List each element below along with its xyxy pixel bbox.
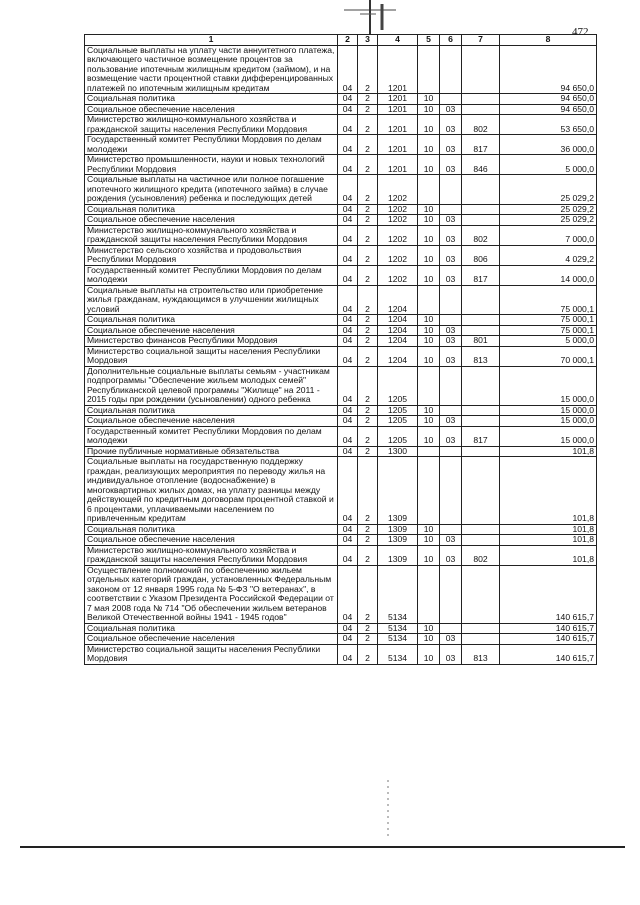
row-division: 10 <box>418 135 440 155</box>
row-division <box>418 45 440 94</box>
row-section: 04 <box>338 175 358 205</box>
row-description: Социальные выплаты на строительство или приобретение жилья гражданам, нуждающимся в улучшении жилищных условий <box>85 285 338 315</box>
row-group: 2 <box>358 623 378 634</box>
row-group: 2 <box>358 644 378 664</box>
row-code: 1201 <box>378 155 418 175</box>
table-row <box>85 225 597 245</box>
header-cell: 5 <box>418 35 440 46</box>
row-description: Социальное обеспечение населения <box>85 325 338 336</box>
table-row <box>85 94 597 105</box>
row-ministry-code <box>462 524 500 535</box>
row-division: 10 <box>418 405 440 416</box>
row-subdivision: 03 <box>440 634 462 645</box>
row-division: 10 <box>418 225 440 245</box>
row-code: 1205 <box>378 366 418 405</box>
row-section: 04 <box>338 225 358 245</box>
row-subdivision: 03 <box>440 225 462 245</box>
row-subdivision <box>440 446 462 457</box>
row-section: 04 <box>338 545 358 565</box>
row-amount: 94 650,0 <box>500 45 597 94</box>
row-description: Министерство промышленности, науки и новых технологий Республики Мордовия <box>85 155 338 175</box>
header-cell: 2 <box>338 35 358 46</box>
row-group: 2 <box>358 565 378 623</box>
table-row <box>85 634 597 645</box>
row-description: Социальные выплаты на государственную поддержку граждан, реализующих мероприятия по переводу жилья на индивидуальное отопление (водоснабжение) в многоквартирных жилых домах, на уплату разницы между действующей по кредитным договорам процентной ставкой и 6 процентами, уплачиваемыми населением по привлеченным кредитам <box>85 457 338 525</box>
row-division <box>418 457 440 525</box>
row-subdivision: 03 <box>440 155 462 175</box>
row-division: 10 <box>418 426 440 446</box>
row-description: Социальное обеспечение населения <box>85 535 338 546</box>
header-cell: 7 <box>462 35 500 46</box>
row-section: 04 <box>338 535 358 546</box>
row-subdivision: 03 <box>440 426 462 446</box>
row-amount: 140 615,7 <box>500 565 597 623</box>
row-ministry-code <box>462 175 500 205</box>
row-ministry-code <box>462 416 500 427</box>
row-section: 04 <box>338 215 358 226</box>
row-section: 04 <box>338 115 358 135</box>
row-description: Министерство сельского хозяйства и продовольствия Республики Мордовия <box>85 245 338 265</box>
row-section: 04 <box>338 623 358 634</box>
table-row <box>85 115 597 135</box>
row-division: 10 <box>418 336 440 347</box>
row-section: 04 <box>338 426 358 446</box>
table-row <box>85 45 597 94</box>
row-group: 2 <box>358 135 378 155</box>
row-division: 10 <box>418 524 440 535</box>
row-amount: 14 000,0 <box>500 265 597 285</box>
row-group: 2 <box>358 315 378 326</box>
row-subdivision: 03 <box>440 265 462 285</box>
row-description: Министерство финансов Республики Мордовия <box>85 336 338 347</box>
row-amount: 15 000,0 <box>500 426 597 446</box>
row-division <box>418 446 440 457</box>
row-amount: 75 000,1 <box>500 315 597 326</box>
row-ministry-code <box>462 325 500 336</box>
table-row <box>85 524 597 535</box>
row-description: Социальная политика <box>85 94 338 105</box>
row-group: 2 <box>358 535 378 546</box>
header-cell: 3 <box>358 35 378 46</box>
row-description: Социальное обеспечение населения <box>85 416 338 427</box>
table-row <box>85 245 597 265</box>
row-section: 04 <box>338 346 358 366</box>
row-subdivision <box>440 315 462 326</box>
row-section: 04 <box>338 104 358 115</box>
row-code: 1204 <box>378 315 418 326</box>
row-subdivision <box>440 366 462 405</box>
row-description: Министерство социальной защиты населения Республики Мордовия <box>85 346 338 366</box>
row-group: 2 <box>358 405 378 416</box>
row-section: 04 <box>338 336 358 347</box>
row-section: 04 <box>338 285 358 315</box>
row-group: 2 <box>358 457 378 525</box>
row-subdivision <box>440 285 462 315</box>
table-row <box>85 457 597 525</box>
table-body <box>85 45 597 664</box>
row-description: Социальная политика <box>85 524 338 535</box>
row-code: 1309 <box>378 457 418 525</box>
row-amount: 53 650,0 <box>500 115 597 135</box>
row-division: 10 <box>418 215 440 226</box>
row-group: 2 <box>358 265 378 285</box>
row-subdivision <box>440 524 462 535</box>
row-section: 04 <box>338 366 358 405</box>
row-description: Социальная политика <box>85 405 338 416</box>
scan-artifact-mark <box>340 0 400 36</box>
row-amount: 101,8 <box>500 457 597 525</box>
table-row <box>85 155 597 175</box>
row-code: 1201 <box>378 104 418 115</box>
table-row <box>85 346 597 366</box>
row-amount: 101,8 <box>500 524 597 535</box>
row-subdivision <box>440 175 462 205</box>
row-subdivision <box>440 204 462 215</box>
row-ministry-code <box>462 535 500 546</box>
row-group: 2 <box>358 416 378 427</box>
table-row <box>85 535 597 546</box>
row-section: 04 <box>338 644 358 664</box>
row-ministry-code <box>462 366 500 405</box>
row-amount: 101,8 <box>500 446 597 457</box>
row-division: 10 <box>418 315 440 326</box>
row-code: 1205 <box>378 426 418 446</box>
row-subdivision: 03 <box>440 644 462 664</box>
row-code: 1309 <box>378 535 418 546</box>
row-ministry-code: 813 <box>462 644 500 664</box>
row-ministry-code <box>462 634 500 645</box>
header-cell: 6 <box>440 35 462 46</box>
table-row <box>85 315 597 326</box>
row-subdivision <box>440 623 462 634</box>
row-code: 1201 <box>378 115 418 135</box>
row-division: 10 <box>418 644 440 664</box>
header-cell: 1 <box>85 35 338 46</box>
table-row <box>85 336 597 347</box>
row-group: 2 <box>358 215 378 226</box>
table-row <box>85 623 597 634</box>
row-code: 1204 <box>378 346 418 366</box>
row-description: Социальная политика <box>85 623 338 634</box>
row-subdivision <box>440 565 462 623</box>
row-group: 2 <box>358 204 378 215</box>
row-amount: 36 000,0 <box>500 135 597 155</box>
row-section: 04 <box>338 405 358 416</box>
row-code: 1309 <box>378 545 418 565</box>
row-description: Социальные выплаты на уплату части аннуитетного платежа, включающего частичное возмещение процентов за пользование ипотечным жилищным кредитом (займом), и на возмещение части процентной ставки дифференцированных платежей по ипотечным жилищным кредитам <box>85 45 338 94</box>
row-group: 2 <box>358 366 378 405</box>
row-ministry-code <box>462 446 500 457</box>
row-description: Социальное обеспечение населения <box>85 104 338 115</box>
row-description: Социальное обеспечение населения <box>85 634 338 645</box>
row-section: 04 <box>338 155 358 175</box>
row-code: 5134 <box>378 565 418 623</box>
row-group: 2 <box>358 634 378 645</box>
row-division <box>418 366 440 405</box>
row-code: 1202 <box>378 265 418 285</box>
row-division: 10 <box>418 265 440 285</box>
row-subdivision: 03 <box>440 115 462 135</box>
row-ministry-code <box>462 94 500 105</box>
row-ministry-code: 846 <box>462 155 500 175</box>
table-row <box>85 446 597 457</box>
row-code: 1202 <box>378 215 418 226</box>
row-code: 1201 <box>378 135 418 155</box>
scan-artifact-dots <box>382 780 394 840</box>
table-row <box>85 325 597 336</box>
row-amount: 4 029,2 <box>500 245 597 265</box>
row-ministry-code <box>462 565 500 623</box>
row-code: 1300 <box>378 446 418 457</box>
row-amount: 75 000,1 <box>500 285 597 315</box>
row-amount: 25 029,2 <box>500 215 597 226</box>
row-section: 04 <box>338 565 358 623</box>
row-subdivision: 03 <box>440 346 462 366</box>
row-division: 10 <box>418 325 440 336</box>
row-subdivision: 03 <box>440 104 462 115</box>
table-row <box>85 175 597 205</box>
row-amount: 15 000,0 <box>500 366 597 405</box>
row-division <box>418 565 440 623</box>
row-group: 2 <box>358 336 378 347</box>
row-subdivision <box>440 405 462 416</box>
row-group: 2 <box>358 175 378 205</box>
row-subdivision: 03 <box>440 545 462 565</box>
row-section: 04 <box>338 265 358 285</box>
row-division: 10 <box>418 545 440 565</box>
row-subdivision <box>440 94 462 105</box>
row-description: Социальные выплаты на частичное или полное погашение ипотечного жилищного кредита (ипотечного займа) в случае рождения (усыновления) ребенка и последующих детей <box>85 175 338 205</box>
row-group: 2 <box>358 45 378 94</box>
row-section: 04 <box>338 245 358 265</box>
row-subdivision <box>440 457 462 525</box>
table-row <box>85 135 597 155</box>
row-ministry-code <box>462 285 500 315</box>
table-row <box>85 265 597 285</box>
row-division: 10 <box>418 623 440 634</box>
row-description: Государственный комитет Республики Мордовия по делам молодежи <box>85 265 338 285</box>
row-section: 04 <box>338 45 358 94</box>
row-ministry-code <box>462 45 500 94</box>
row-description: Социальная политика <box>85 204 338 215</box>
row-ministry-code: 806 <box>462 245 500 265</box>
row-section: 04 <box>338 446 358 457</box>
row-group: 2 <box>358 426 378 446</box>
row-group: 2 <box>358 545 378 565</box>
row-amount: 5 000,0 <box>500 155 597 175</box>
row-ministry-code <box>462 457 500 525</box>
row-group: 2 <box>358 325 378 336</box>
row-ministry-code: 817 <box>462 135 500 155</box>
row-code: 1202 <box>378 175 418 205</box>
table-row <box>85 565 597 623</box>
row-division: 10 <box>418 634 440 645</box>
row-code: 1205 <box>378 416 418 427</box>
row-code: 5134 <box>378 623 418 634</box>
row-subdivision: 03 <box>440 535 462 546</box>
row-description: Социальная политика <box>85 315 338 326</box>
row-code: 1204 <box>378 285 418 315</box>
row-description: Осуществление полномочий по обеспечению жильем отдельных категорий граждан, установленных Федеральным законом от 12 января 1995 года № 5-ФЗ "О ветеранах", в соответствии с Указом Президента Российской Федерации от 7 мая 2008 года № 714 "Об обеспечении жильем ветеранов Великой Отечественной войны 1941 - 1945 годов" <box>85 565 338 623</box>
row-ministry-code <box>462 215 500 226</box>
row-code: 1202 <box>378 245 418 265</box>
table-row <box>85 644 597 664</box>
row-section: 04 <box>338 325 358 336</box>
row-section: 04 <box>338 524 358 535</box>
row-ministry-code: 817 <box>462 426 500 446</box>
table-row <box>85 545 597 565</box>
table-row <box>85 104 597 115</box>
row-amount: 25 029,2 <box>500 175 597 205</box>
row-amount: 101,8 <box>500 535 597 546</box>
row-code: 1309 <box>378 524 418 535</box>
row-division: 10 <box>418 204 440 215</box>
row-description: Государственный комитет Республики Мордовия по делам молодежи <box>85 135 338 155</box>
row-division: 10 <box>418 416 440 427</box>
row-subdivision: 03 <box>440 336 462 347</box>
row-code: 1202 <box>378 225 418 245</box>
row-amount: 5 000,0 <box>500 336 597 347</box>
header-cell: 8 <box>500 35 597 46</box>
table-row <box>85 416 597 427</box>
row-ministry-code <box>462 204 500 215</box>
row-description: Министерство жилищно-коммунального хозяйства и гражданской защиты населения Республики Мордовия <box>85 545 338 565</box>
row-code: 5134 <box>378 644 418 664</box>
row-section: 04 <box>338 204 358 215</box>
row-division: 10 <box>418 155 440 175</box>
table-row <box>85 426 597 446</box>
page-number: 472 <box>572 26 589 38</box>
row-description: Государственный комитет Республики Мордовия по делам молодежи <box>85 426 338 446</box>
row-group: 2 <box>358 245 378 265</box>
row-ministry-code <box>462 315 500 326</box>
row-amount: 7 000,0 <box>500 225 597 245</box>
row-section: 04 <box>338 94 358 105</box>
table-row <box>85 405 597 416</box>
row-division: 10 <box>418 94 440 105</box>
row-ministry-code <box>462 623 500 634</box>
row-division: 10 <box>418 104 440 115</box>
row-amount: 15 000,0 <box>500 405 597 416</box>
row-amount: 70 000,1 <box>500 346 597 366</box>
row-division: 10 <box>418 535 440 546</box>
row-ministry-code: 802 <box>462 545 500 565</box>
row-description: Прочие публичные нормативные обязательства <box>85 446 338 457</box>
row-subdivision: 03 <box>440 416 462 427</box>
row-subdivision: 03 <box>440 135 462 155</box>
row-description: Дополнительные социальные выплаты семьям - участникам подпрограммы "Обеспечение жильем молодых семей" Республиканской целевой программы "Жилище" на 2011 - 2015 годы при рождении (усыновлении) одного ребенка <box>85 366 338 405</box>
row-amount: 101,8 <box>500 545 597 565</box>
row-code: 1201 <box>378 45 418 94</box>
row-subdivision: 03 <box>440 325 462 336</box>
row-amount: 140 615,7 <box>500 623 597 634</box>
row-amount: 94 650,0 <box>500 104 597 115</box>
row-division: 10 <box>418 346 440 366</box>
row-section: 04 <box>338 457 358 525</box>
table-row <box>85 366 597 405</box>
row-ministry-code: 813 <box>462 346 500 366</box>
row-amount: 25 029,2 <box>500 204 597 215</box>
row-group: 2 <box>358 94 378 105</box>
row-section: 04 <box>338 634 358 645</box>
row-group: 2 <box>358 285 378 315</box>
row-amount: 15 000,0 <box>500 416 597 427</box>
row-section: 04 <box>338 416 358 427</box>
table-row <box>85 285 597 315</box>
row-ministry-code: 802 <box>462 115 500 135</box>
row-subdivision <box>440 45 462 94</box>
row-group: 2 <box>358 225 378 245</box>
row-subdivision: 03 <box>440 215 462 226</box>
row-ministry-code: 817 <box>462 265 500 285</box>
budget-table <box>84 34 597 665</box>
row-ministry-code: 802 <box>462 225 500 245</box>
row-division <box>418 175 440 205</box>
row-ministry-code <box>462 405 500 416</box>
row-amount: 140 615,7 <box>500 644 597 664</box>
row-code: 1202 <box>378 204 418 215</box>
row-group: 2 <box>358 104 378 115</box>
row-amount: 140 615,7 <box>500 634 597 645</box>
table-header-row <box>85 35 597 46</box>
row-description: Министерство жилищно-коммунального хозяйства и гражданской защиты населения Республики Мордовия <box>85 115 338 135</box>
table-row <box>85 204 597 215</box>
table-row <box>85 215 597 226</box>
row-division: 10 <box>418 245 440 265</box>
row-code: 1204 <box>378 336 418 347</box>
header-cell: 4 <box>378 35 418 46</box>
row-group: 2 <box>358 155 378 175</box>
row-description: Министерство социальной защиты населения Республики Мордовия <box>85 644 338 664</box>
row-code: 1201 <box>378 94 418 105</box>
row-description: Социальное обеспечение населения <box>85 215 338 226</box>
row-code: 1204 <box>378 325 418 336</box>
page-bottom-rule <box>20 846 625 848</box>
row-ministry-code <box>462 104 500 115</box>
row-group: 2 <box>358 115 378 135</box>
row-section: 04 <box>338 315 358 326</box>
row-division: 10 <box>418 115 440 135</box>
row-code: 5134 <box>378 634 418 645</box>
row-subdivision: 03 <box>440 245 462 265</box>
row-group: 2 <box>358 524 378 535</box>
row-description: Министерство жилищно-коммунального хозяйства и гражданской защиты населения Республики Мордовия <box>85 225 338 245</box>
row-code: 1205 <box>378 405 418 416</box>
row-group: 2 <box>358 346 378 366</box>
row-amount: 94 650,0 <box>500 94 597 105</box>
row-group: 2 <box>358 446 378 457</box>
row-section: 04 <box>338 135 358 155</box>
row-amount: 75 000,1 <box>500 325 597 336</box>
row-division <box>418 285 440 315</box>
row-ministry-code: 801 <box>462 336 500 347</box>
